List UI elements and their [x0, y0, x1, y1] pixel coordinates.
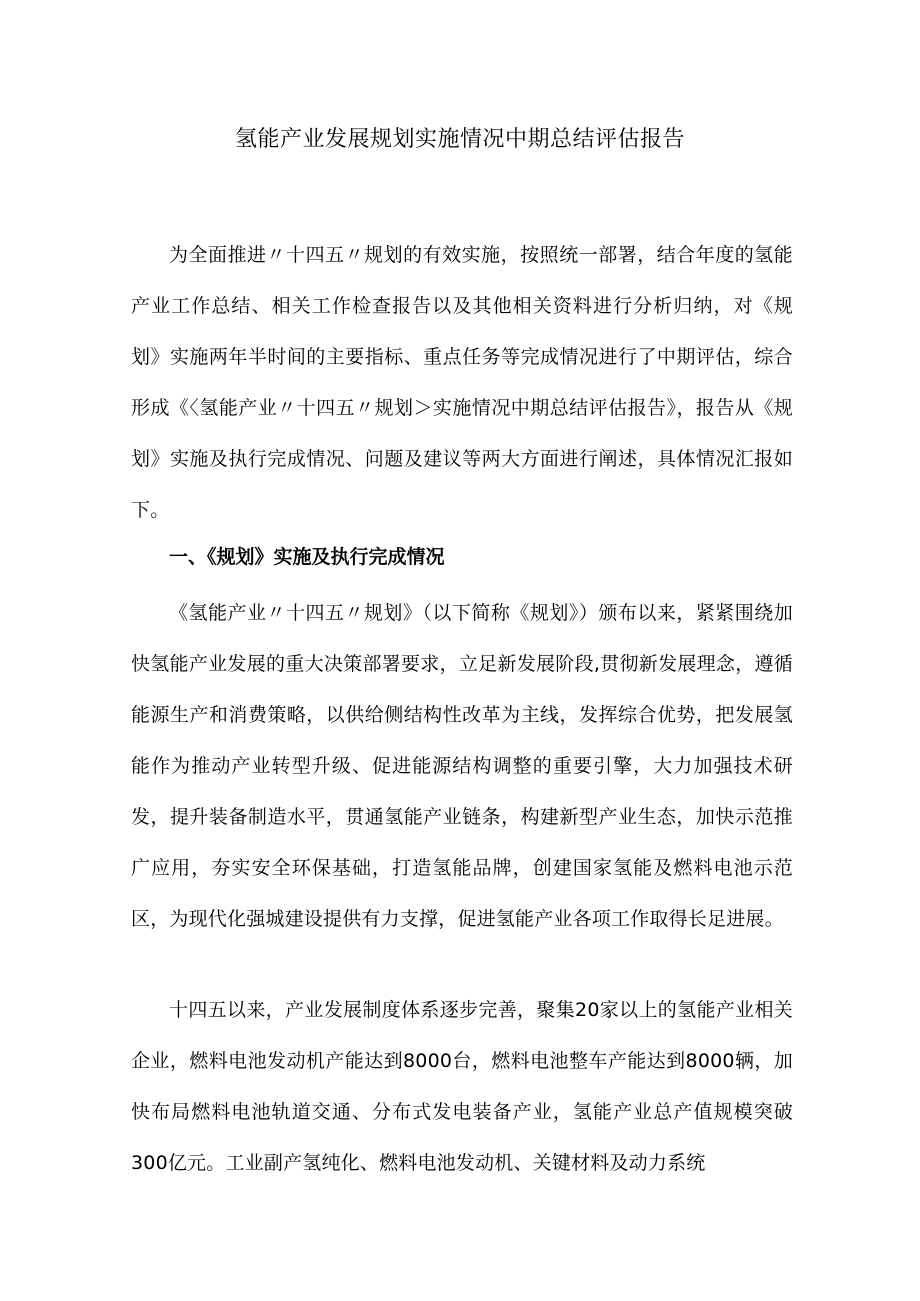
section-heading: 一、《规划》实施及执行完成情况 [169, 546, 445, 568]
intro-paragraph: 为全面推进〃十四五〃规划的有效实施，按照统一部署，结合年度的氢能产业工作总结、相关工作检查报告以及其他相关资料进行分析归纳，对《规划》实施两年半时间的主要指标、重点任务等完成情况进行了中期评估，综合形成《〈氢能产业〃十四五〃规划＞实施情况中期总结评估报告》，报告从《规划》实施及执行完成情况、问题及建议等两大方面进行阐述，具体情况汇报如下。 [131, 244, 793, 521]
section-paragraph-1: 《氢能产业〃十四五〃规划》（以下简称《规划》）颁布以来，紧紧围绕加快氢能产业发展的重大决策部署要求，立足新发展阶段,贯彻新发展理念，遵循能源生产和消费策略，以供给侧结构性改革为主线，发挥综合优势，把发展氢能作为推动产业转型升级、促进能源结构调整的重要引擎，大力加强技术研发，提升装备制造水平，贯通氢能产业链条，构建新型产业生态，加快示范推广应用，夯实安全环保基础，打造氢能品牌，创建国家氢能及燃料电池示范区，为现代化强城建设提供有力支撑，促进氢能产业各项工作取得长足进展。 [131, 602, 793, 930]
section-paragraph-2: 十四五以来，产业发展制度体系逐步完善，聚集20家以上的氢能产业相关企业，燃料电池发动机产能达到8000台，燃料电池整车产能达到8000辆，加快布局燃料电池轨道交通、分布式发电装备产业，氢能产业总产值规模突破300亿元。工业副产氢纯化、燃料电池发动机、关键材料及动力系统 [131, 999, 793, 1174]
document-title: 氢能产业发展规划实施情况中期总结评估报告 [234, 127, 685, 152]
